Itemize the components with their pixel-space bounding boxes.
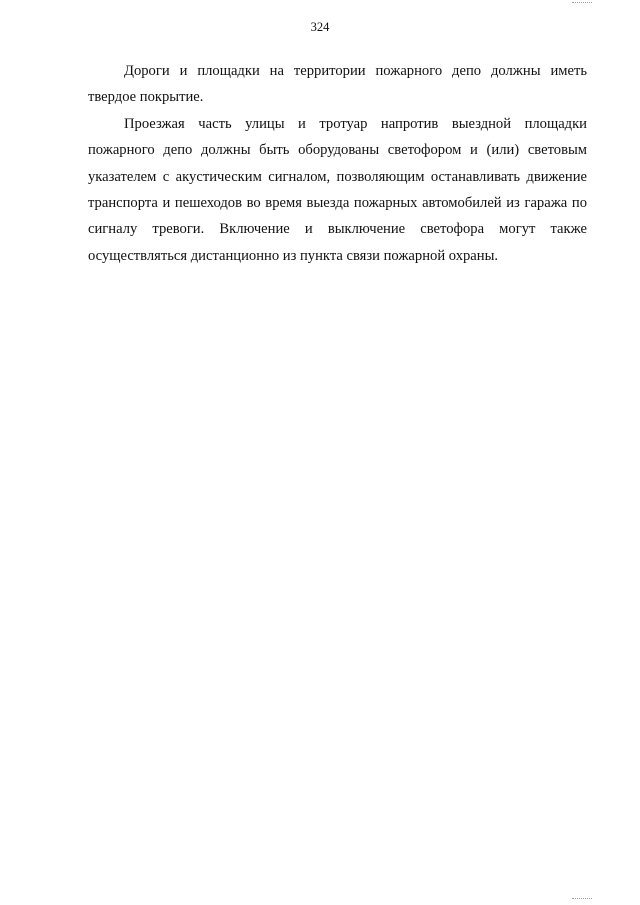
document-body <box>88 58 587 269</box>
page-number: 324 <box>310 20 330 34</box>
scan-artifact-top <box>572 2 592 6</box>
paragraph-roads: Дороги и площадки на территории пожарного депо должны иметь твердое покрытие. <box>88 63 587 106</box>
paragraph-traffic-light: Проезжая часть улицы и тротуар напротив выездной площадки пожарного депо должны быть оборудованы светофором и (или) световым указателем с акустическим сигналом, позволяющим останавливать движение транспорта и пешеходов во время выезда пожарных автомобилей из гаража по сигналу тревоги. Включение и выключение светофора могут также осуществляться дистанционно из пункта связи пожарной охраны. <box>88 115 587 264</box>
scan-artifact-bottom <box>572 898 592 902</box>
